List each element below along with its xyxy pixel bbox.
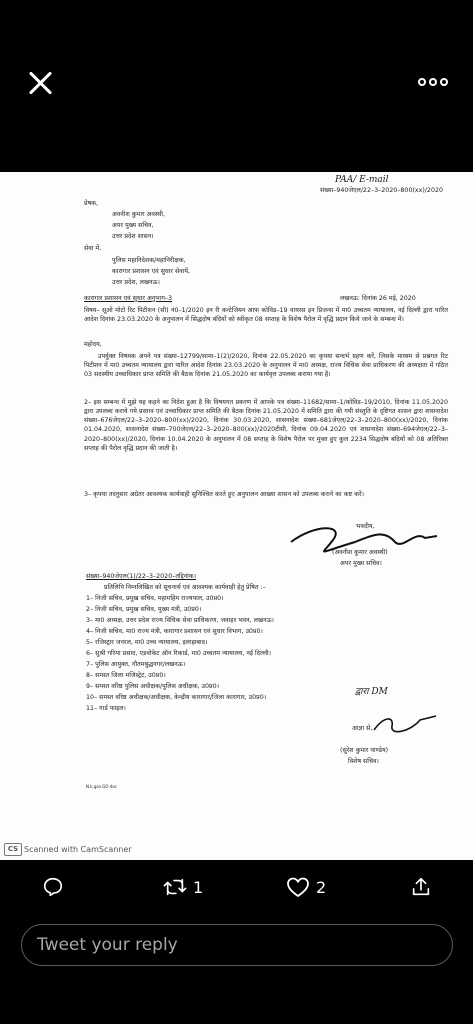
share-icon (410, 876, 432, 898)
subject-text: विषय– सूओ मोटो रिट पिटीशन (सी) नं0–1/2020 इन री कन्टेजियन आफ कोविड–19 वायरस इन प्रिजन्स में मा0 उच्चतम न्यायालय, नई दिल्ली द्वारा पारित आदेश दिनांक 23.03.2020 के अनुपालन में सिद्धदोष बंदियों को स्वीकृत 08 सप्ताह के विशेष पैरोल में वृद्धि प्रदान किये जाने के सम्बन्ध में। (84, 307, 448, 324)
more-options-icon[interactable] (418, 74, 448, 90)
reference-number: संख्या–940जेएल/22–3–2020–800(xx)/2020 (320, 187, 443, 194)
from-name: अवनीश कुमार अवस्थी, (112, 211, 165, 218)
heart-icon (286, 876, 310, 898)
handwritten-note: द्वारा DM (355, 687, 388, 697)
salutation: महोदय, (84, 341, 102, 348)
reply-button[interactable] (42, 876, 64, 898)
copy-list-item: 3– मा0 अध्यक्ष, उत्तर प्रदेश राज्य विधिक सेवा प्राधिकरण, जवाहर भवन, लखनऊ। (86, 617, 274, 624)
copy-list-item: 5– रजिस्ट्रार जनरल, मा0 उच्च न्यायालय, इलाहाबाद। (86, 639, 208, 646)
tweet-reply-input[interactable]: Tweet your reply (21, 924, 453, 966)
copy-list-item: 11– गार्ड फाइल। (86, 705, 126, 712)
from-label: प्रेषक, (84, 200, 99, 207)
footer-code: N.k.gov.GO doc (86, 784, 117, 789)
copy-list-item: 9– समस्त वरिष्ठ पुलिस अधीक्षक/पुलिस अधीक्षक, उ0प्र0। (86, 683, 219, 690)
reply-icon (42, 876, 64, 898)
copy-list-item: 7– पुलिस आयुक्त, गौतमबुद्धनगर/लखनऊ। (86, 661, 186, 668)
to-line-2: कारागार प्रशासन एवं सुधार सेवायें, (112, 268, 191, 275)
scanned-letter (0, 172, 473, 860)
to-line-1: पुलिस महानिदेशक/महानिरीक्षक, (112, 257, 186, 264)
retweet-count: 1 (193, 877, 204, 897)
copy-list-item: 4– निजी सचिव, मा0 राज्य मंत्री, कारागार प्रशासन एवं सुधार विभाग, उ0प्र0। (86, 628, 263, 635)
like-count: 2 (316, 877, 327, 897)
copy-list-item: 8– समस्त जिला मजिस्ट्रेट, उ0प्र0। (86, 672, 166, 679)
like-button[interactable] (286, 876, 326, 898)
from-org: उत्तर प्रदेश शासन। (112, 233, 154, 240)
deputy-name: (सुरेश कुमार पाण्डेय) (340, 747, 389, 754)
date-line: लखनऊ: दिनांक 26 मई, 2020 (340, 295, 416, 302)
copy-list-item: 1– निजी सचिव, प्रमुख सचिव, महामहिम राज्यपाल, उ0प्र0। (86, 595, 224, 602)
deputy-title: विशेष सचिव। (348, 758, 379, 765)
copy-reference: संख्या–940जेएल(1)/22–3–2020–तद्दिनांक। (86, 573, 196, 580)
signatory-title: अपर मुख्य सचिव। (340, 560, 382, 567)
deputy-signature-mark (370, 712, 440, 736)
signatory-name: (अवनीश कुमार अवस्थी) (332, 549, 388, 556)
order-label: आज्ञा से, (352, 725, 373, 732)
closing: भवदीय, (356, 523, 375, 530)
copy-intro: प्रतिलिपि निम्नलिखित को सूचनार्थ एवं आवश्यक कार्यवाही हेतु प्रेषित :– (104, 584, 266, 591)
copy-list-item: 6– सुश्री गरिमा प्रसाद, एडवोकेट ऑन रिकार्ड, मा0 उच्चतम न्यायालय, नई दिल्ली। (86, 650, 272, 657)
camscanner-text: Scanned with CamScanner (24, 844, 132, 854)
paragraph-3: 3– कृपया तदनुसार अग्रेतर आवश्यक कार्यवाही सुनिश्चित करते हुए अनुपालन आख्या शासन को उपलब्ध कराने का कष्ट करें। (84, 491, 364, 498)
viewer-top-bar (0, 0, 473, 170)
copy-list-item: 10– समस्त वरिष्ठ अधीक्षक/अधीक्षक, केन्द्रीय कारागार/जिला कारागार, उ0प्र0। (86, 694, 267, 701)
paragraph-2: 2– इस सम्बन्ध में मुझे यह कहने का निदेश हुआ है कि विषयगत प्रकरण में आपके पत्र संख्या–11682/सामा–1/कोविड–19/2010, दिनांक 11.05.2020 द्वारा उपलब्ध कराये गये प्रस्ताव एवं उच्चाधिकार प्राप्त समिति की बैठक दिनांक 21.05.2020 में समिति द्वारा की गयी संस्तुति के दृष्टिगत शासन द्वारा शासनादेश संख्या–676जेएल/22–3–2020–800(xx)/2020, दिनांक 30.03.2020, शासनादेश संख्या–681जेएल/22–3–2020–800(xx)/2020, दिनांक 01.04.2020, शासनादेश संख्या–700जेएल/22–3–2020–800(xx)/2020टीसी, दिनांक 09.04.2020 एवं शासनादेश संख्या–694जेएल/22–3–2020–800(xx)/2020, दिनांक 10.04.2020 के अनुपालन में 08 सप्ताह के विशेष पैरोल पर मुक्त हुए कुल 2234 सिद्धदोष बंदियों को 08 अतिरिक्त सप्ताह की पैरोल वृद्धि प्रदान की जाती है। (84, 399, 448, 452)
section-heading: कारागार प्रशासन एवं सुधार अनुभाग–3 (84, 295, 173, 302)
camscanner-watermark (4, 842, 132, 856)
paragraph-1: उपर्युक्त विषयक अपने पत्र संख्या–12799/सामा–1(2)/2020, दिनांक 22.05.2020 का कृपया सन्दर्भ ग्रहण करें, जिसके माध्यम से प्रश्नगत रिट पिटीशन में मा0 उच्चतम न्यायालय द्वारा पारित आदेश दिनांक 23.03.2020 के अनुपालन में मा0 अध्यक्ष, राज्य विधिक सेवा प्राधिकरण की अध्यक्षता में गठित 03 सदस्यीय उच्चाधिकार प्राप्त समिति की बैठक दिनांक 21.05.2020 का कार्यवृत्त उपलब्ध कराया गया है। (84, 353, 448, 379)
close-icon[interactable] (26, 68, 56, 98)
handwritten-header: PAA/ E-mail (335, 175, 389, 185)
copy-list-item: 2– निजी सचिव, प्रमुख सचिव, मुख्य मंत्री, उ0प्र0। (86, 606, 202, 613)
to-line-3: उत्तर प्रदेश, लखनऊ। (112, 279, 160, 286)
retweet-icon (163, 876, 187, 898)
share-button[interactable] (410, 876, 432, 898)
to-label: सेवा में, (84, 245, 102, 252)
retweet-button[interactable] (163, 876, 203, 898)
camscanner-logo: CS (4, 843, 22, 856)
tweet-actions (0, 868, 473, 908)
from-title: अपर मुख्य सचिव, (112, 222, 154, 229)
